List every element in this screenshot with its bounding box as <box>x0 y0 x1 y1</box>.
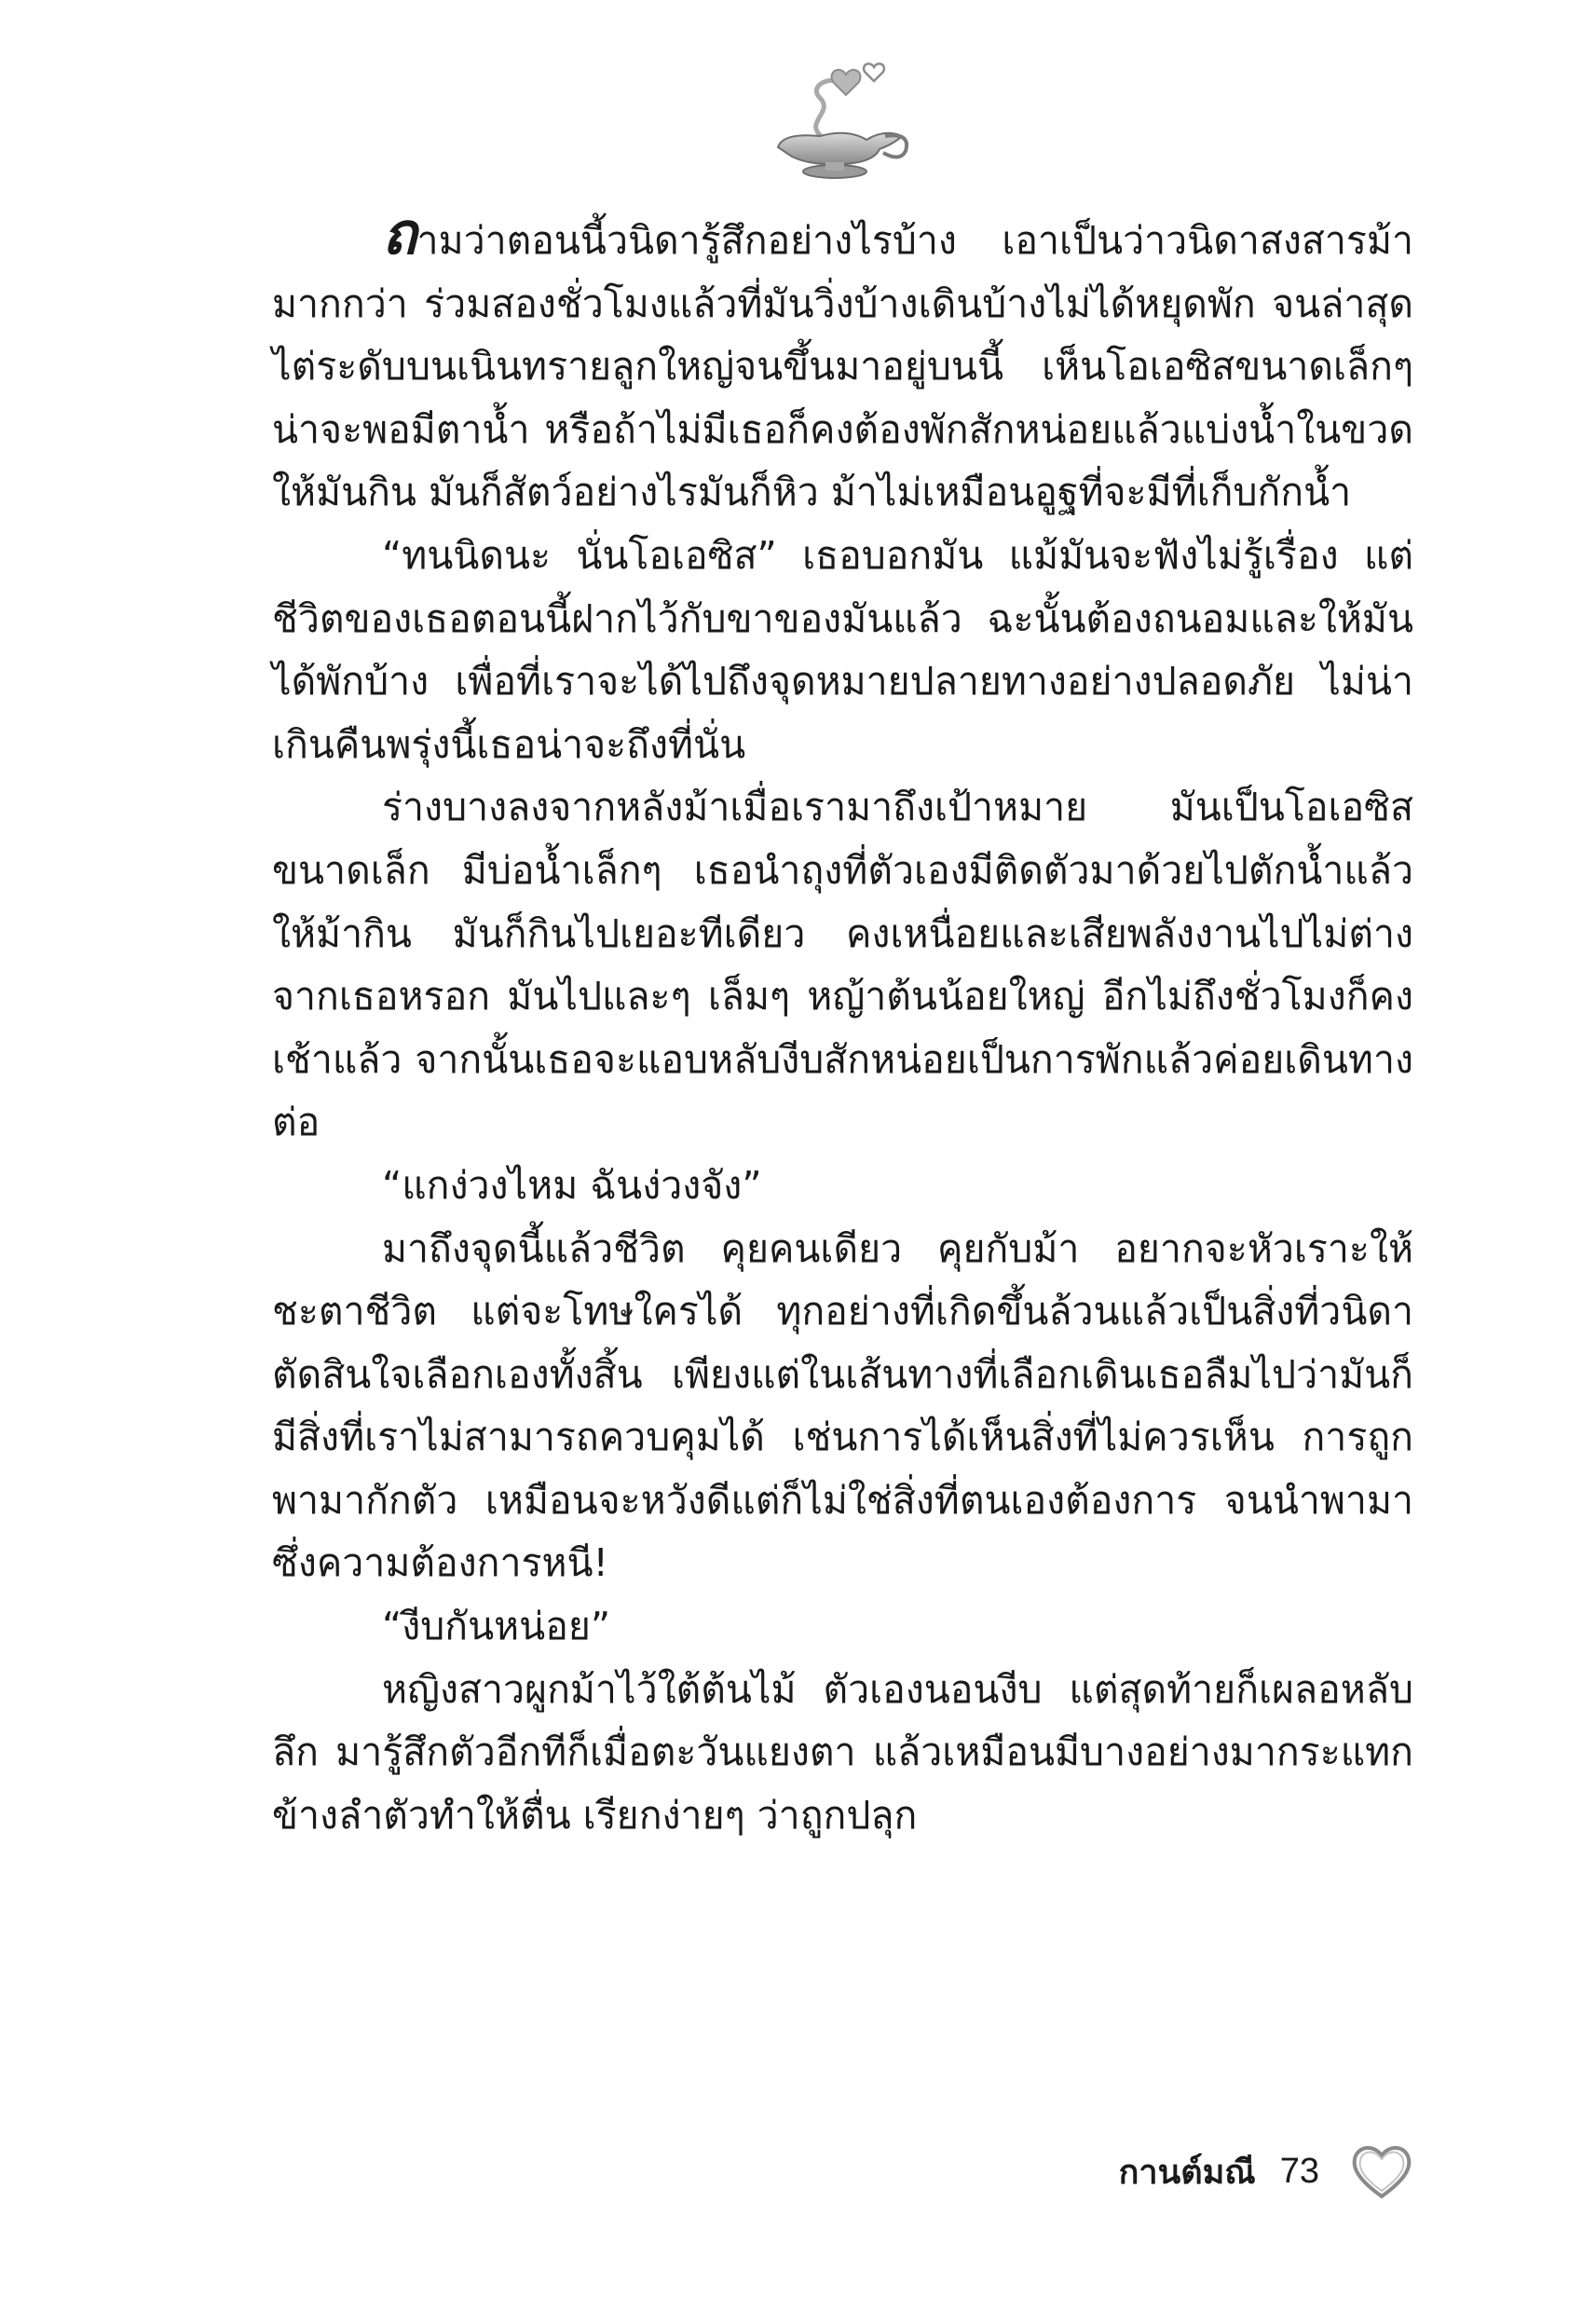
paragraph-2: “ทนนิดนะ นั่นโอเอซิส” เธอบอกมัน แม้มันจะฟังไม่รู้เรื่อง แต่ชีวิตของเธอตอนนี้ฝากไว้กับขาของมันแล้ว ฉะนั้นต้องถนอมและให้มันได้พักบ้าง เพื่อที่เราจะได้ไปถึงจุดหมายปลายทางอย่างปลอดภัย ไม่น่าเกินคืนพรุ่งนี้เธอน่าจะถึงที่นั่น <box>272 532 1413 767</box>
drop-cap: ถ <box>382 199 417 267</box>
paragraph-3: ร่างบางลงจากหลังม้าเมื่อเรามาถึงเป้าหมาย มันเป็นโอเอซิสขนาดเล็ก มีบ่อน้ำเล็กๆ เธอนำถุงที่ตัวเองมีติดตัวมาด้วยไปตักน้ำแล้วให้ม้ากิน มันก็กินไปเยอะทีเดียว คงเหนื่อยและเสียพลังงานไปไม่ต่างจากเธอหรอก มันไปและๆ เล็มๆ หญ้าต้นน้อยใหญ่ อีกไม่ถึงชั่วโมงก็คงเช้าแล้ว จากนั้นเธอจะแอบหลับงีบสักหน่อยเป็นการพักแล้วค่อยเดินทางต่อ <box>272 785 1413 1145</box>
paragraph-6: “งีบกันหน่อย” <box>382 1604 611 1649</box>
body-text <box>272 199 1413 1847</box>
paragraph-1: ถามว่าตอนนี้วนิดารู้สึกอย่างไรบ้าง เอาเป็นว่าวนิดาสงสารม้ามากกว่า ร่วมสองชั่วโมงแล้วที่มันวิ่งบ้างเดินบ้างไม่ได้หยุดพัก จนล่าสุดไต่ระดับบนเนินทรายลูกใหญ่จนขึ้นมาอยู่บนนี้ เห็นโอเอซิสขนาดเล็กๆ น่าจะพอมีตาน้ำ หรือถ้าไม่มีเธอก็คงต้องพักสักหน่อยแล้วแบ่งน้ำในขวดให้มันกิน มันก็สัตว์อย่างไรมันก็หิว ม้าไม่เหมือนอูฐที่จะมีที่เก็บกักน้ำ <box>272 199 1413 515</box>
paragraph-7: หญิงสาวผูกม้าไว้ใต้ต้นไม้ ตัวเองนอนงีบ แต่สุดท้ายก็เผลอหลับลึก มารู้สึกตัวอีกทีก็เมื่อตะวันแยงตา แล้วเหมือนมีบางอย่างมากระแทกข้างลำตัวทำให้ตื่น เรียกง่ายๆ ว่าถูกปลุก <box>272 1666 1413 1838</box>
paragraph-4: “แกง่วงไหม ฉันง่วงจัง” <box>382 1162 762 1208</box>
page-footer <box>1119 2134 1414 2208</box>
page-number: 73 <box>1279 2151 1319 2191</box>
paragraph-5: มาถึงจุดนี้แล้วชีวิต คุยคนเดียว คุยกับม้า อยากจะหัวเราะให้ชะตาชีวิต แต่จะโทษใครได้ ทุกอย่างที่เกิดขึ้นล้วนแล้วเป็นสิ่งที่วนิดาตัดสินใจเลือกเองทั้งสิ้น เพียงแต่ในเส้นทางที่เลือกเดินเธอลืมไปว่ามันก็มีสิ่งที่เราไม่สามารถควบคุมได้ เช่นการได้เห็นสิ่งที่ไม่ควรเห็น การถูกพามากักตัว เหมือนจะหวังดีแต่ก็ไม่ใช่สิ่งที่ตนเองต้องการ จนนำพามาซึ่งความต้องการหนี! <box>272 1225 1413 1586</box>
genie-lamp-with-hearts-icon <box>755 47 922 186</box>
book-title: กานต์มณี <box>1118 2153 1256 2192</box>
heart-outline-icon <box>1349 2140 1414 2202</box>
